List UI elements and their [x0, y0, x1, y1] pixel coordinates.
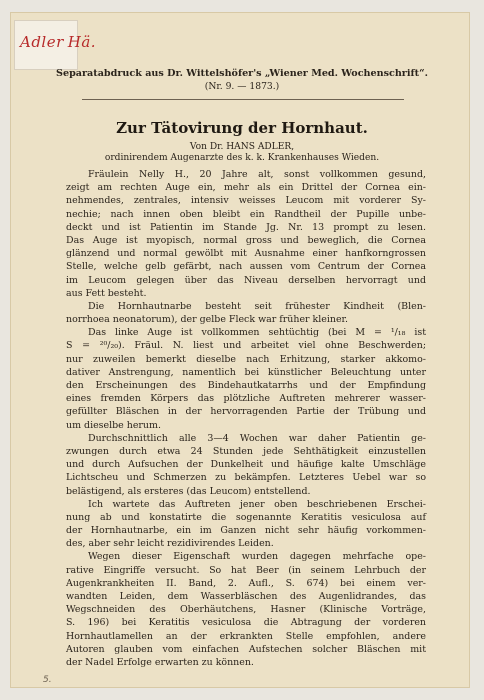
- ref-name: Adler: [20, 33, 64, 51]
- text-line: Autoren glauben vom einfachen Aufstechen solcher Bläschen mit: [66, 643, 426, 655]
- text-line: Lichtscheu und Schmerzen zu bekämpfen. Letzteres Uebel war so: [66, 472, 426, 484]
- text-line: Wegen dieser Eigenschaft wurden dagegen mehrfache ope-: [88, 551, 426, 563]
- text-line: Die Hornhautnarbe besteht seit frühester Kindheit (Blen-: [88, 300, 426, 312]
- text-line: aus Fett besteht.: [66, 287, 147, 299]
- ref-tail: Hä.: [67, 33, 97, 51]
- text-line: zwungen durch etwa 24 Stunden jede Sehthätigkeit einzustellen: [66, 445, 426, 457]
- text-line: glänzend und normal gewölbt mit Ausnahme einer hanfkorngrossen: [66, 248, 426, 260]
- text-line: Durchschnittlich alle 3—4 Wochen war daher Patientin ge-: [88, 432, 426, 444]
- article-affiliation: ordinirendem Augenarzte des k. k. Krankenhauses Wieden.: [104, 153, 380, 163]
- text-line: dativer Anstrengung, namentlich bei künstlicher Beleuchtung unter: [66, 366, 426, 378]
- text-line: um dieselbe herum.: [66, 419, 161, 431]
- text-line: Wegschneiden des Oberhäutchens, Hasner (Klinische Vorträge,: [66, 604, 426, 616]
- text-line: Fräulein Nelly H., 20 Jahre alt, sonst vollkommen gesund,: [88, 169, 426, 180]
- text-line: nung ab und konstatirte die sogenannte Keratitis vesiculosa auf: [66, 511, 426, 523]
- text-line: Stelle, welche gelb gefärbt, nach aussen vom Centrum der Cornea: [66, 261, 426, 273]
- text-line: deckt und ist Patientin im Stande Jg. Nr. 13 prompt zu lesen.: [66, 221, 426, 233]
- header-rule: [82, 99, 404, 100]
- text-line: Hornhautlamellen an der erkrankten Stelle empfohlen, andere: [66, 630, 426, 642]
- article-byline: Von Dr. HANS ADLER,: [189, 142, 295, 152]
- text-line: rative Eingriffe versucht. So hat Beer (in seinem Lehrbuch der: [66, 564, 426, 576]
- text-line: nur zuweilen bemerkt dieselbe nach Erhitzung, starker akkomo-: [66, 353, 426, 365]
- article-title: Zur Tätovirung der Hornhaut.: [116, 119, 368, 137]
- handwritten-reference: [20, 33, 96, 51]
- text-line: Das Auge ist myopisch, normal gross und beweglich, die Cornea: [66, 234, 426, 246]
- text-line: der Nadel Erfolge erwarten zu können.: [66, 656, 254, 668]
- text-line: und durch Aufsuchen der Dunkelheit und häufige kalte Umschläge: [66, 459, 426, 471]
- text-line: Augenkrankheiten II. Band, 2. Aufl., S. 674) bei einem ver-: [66, 577, 426, 589]
- text-line: S = ²⁰/₂₀). Fräul. N. liest und arbeitet viel ohne Beschwerden;: [66, 340, 426, 352]
- offprint-line: Separatabdruck aus Dr. Wittelshöfer's „Wiener Med. Wochenschrift“.: [56, 68, 428, 79]
- text-line: eines fremden Körpers das plötzliche Auftreten mehrerer wasser-: [66, 393, 426, 405]
- article-body: [66, 168, 426, 669]
- text-line: zeigt am rechten Auge ein, mehr als ein Drittel der Cornea ein-: [66, 182, 426, 194]
- text-line: wandten Leiden, dem Wasserbläschen des Augenlidrandes, das: [66, 591, 426, 602]
- text-line: der Hornhautnarbe, ein im Ganzen nicht sehr häufig vorkommen-: [66, 525, 426, 537]
- page-mark: 5.: [43, 675, 52, 685]
- text-line: den Erscheinungen des Bindehautkatarrhs und der Empfindung: [66, 380, 426, 391]
- text-line: norrhoea neonatorum), der gelbe Fleck war früher kleiner.: [66, 314, 349, 326]
- text-line: Ich wartete das Auftreten jener oben beschriebenen Erschei-: [88, 498, 426, 510]
- text-line: belästigend, als ersteres (das Leucom) entstellend.: [66, 485, 311, 497]
- text-line: nehmendes, zentrales, intensiv weisses Leucom mit vorderer Sy-: [66, 195, 426, 207]
- text-line: S. 196) bei Keratitis vesiculosa die Abtragung der vorderen: [66, 617, 426, 629]
- text-line: gefüllter Bläschen in der hervorragenden Partie der Trübung und: [66, 406, 426, 418]
- text-line: im Leucom gelegen über das Niveau derselben hervorragt und: [66, 274, 426, 286]
- issue-line: (Nr. 9. — 1873.): [204, 81, 280, 92]
- text-line: nechie; nach innen oben bleibt ein Randtheil der Pupille unbe-: [66, 208, 426, 220]
- text-line: des, aber sehr leicht rezidivirendes Leiden.: [66, 538, 274, 550]
- text-line: Das linke Auge ist vollkommen sehtüchtig (bei M = ¹/₁₈ ist: [88, 327, 426, 339]
